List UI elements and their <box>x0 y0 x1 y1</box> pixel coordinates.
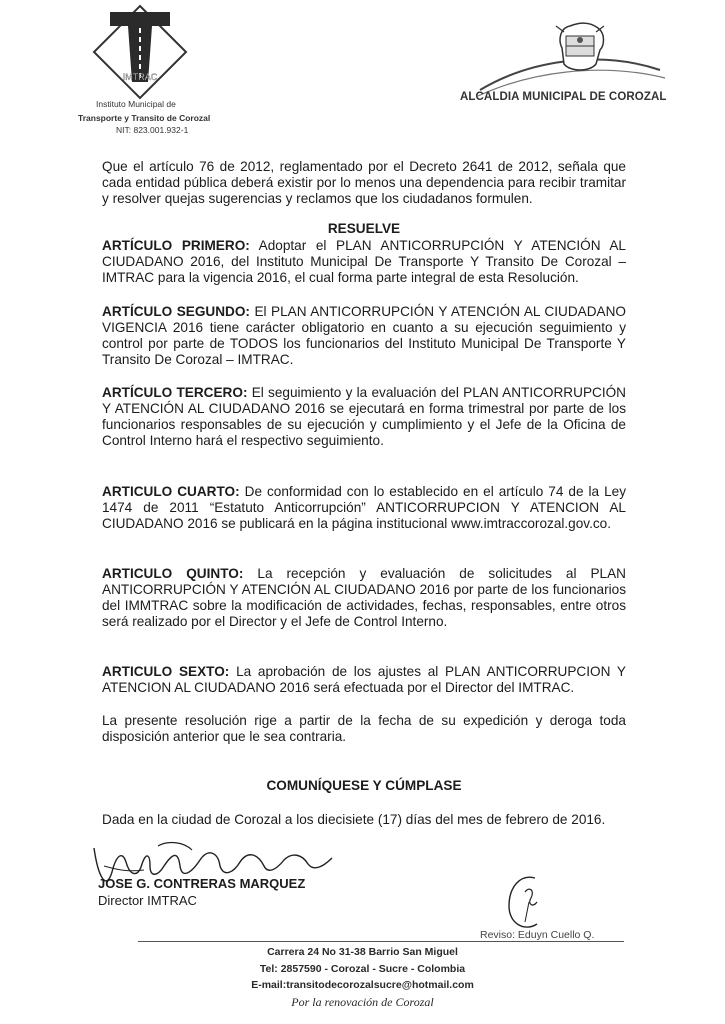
article-title: ARTÍCULO SEGUNDO: <box>102 304 250 319</box>
comuniquese-heading: COMUNÍQUESE Y CÚMPLASE <box>266 778 462 793</box>
signer-role: Director IMTRAC <box>98 893 197 908</box>
footer-phone: Tel: 2857590 - Corozal - Sucre - Colombia <box>259 963 466 975</box>
article-title: ARTÍCULO TERCERO: <box>102 385 248 400</box>
article-text: Adoptar el PLAN ANTICORRUPCIÓN Y ATENCIÓN AL CIUDADANO 2016, del Instituto Municipal De Transporte Y Transito De Corozal – IMTRAC para la vigencia 2016, el cual forma parte integral de esta Resolución. <box>102 238 626 285</box>
resuelve-heading: RESUELVE <box>327 221 401 236</box>
imtrac-logo <box>92 4 188 100</box>
org-nit: NIT: 823.001.932-1 <box>116 125 189 135</box>
signer-name: JOSE G. CONTRERAS MARQUEZ <box>98 876 306 891</box>
article-sexto <box>102 664 626 696</box>
article-text: La recepción y evaluación de solicitudes al PLAN ANTICORRUPCIÓN Y ATENCIÓN AL CIUDADANO 2016 por parte de los funcionarios del IMMTRAC sobre la modificación de actividades, fechas, responsables, entre otros será realizado por el Director y el Jefe de Control Interno. <box>102 566 627 629</box>
article-title: ARTICULO CUARTO: <box>102 484 240 499</box>
article-text: De conformidad con lo establecido en el artículo 74 de la Ley 1474 de 2011 “Estatuto Anticorrupción” ANTICORRUPCION Y ATENCION AL CIUDADANO 2016 se publicará en la página institucional www.imtraccorozal.gov.co. <box>102 484 626 531</box>
article-tercero <box>102 385 626 449</box>
reviewer-note: Reviso: Eduyn Cuello Q. <box>480 929 595 941</box>
org-subtitle: Transporte y Transito de Corozal <box>78 113 211 123</box>
article-text: El seguimiento y la evaluación del PLAN ANTICORRUPCIÓN Y ATENCIÓN AL CIUDADANO 2016 se ejecutará en forma trimestral por parte de los funcionarios responsables de su ejecución y cumplimiento y el Jefe de la Oficina de Control Interno hará el respectivo seguimiento. <box>102 385 626 448</box>
article-title: ARTICULO SEXTO: <box>102 664 230 679</box>
footer-divider <box>138 941 624 942</box>
closing-paragraph: La presente resolución rige a partir de la fecha de su expedición y deroga toda disposición anterior que le sea contraria. <box>102 713 626 744</box>
date-paragraph: Dada en la ciudad de Corozal a los diecisiete (17) días del mes de febrero de 2016. <box>102 812 606 827</box>
article-text: El PLAN ANTICORRUPCIÓN Y ATENCIÓN AL CIUDADANO VIGENCIA 2016 tiene carácter obligatorio en cuanto a su ejecución seguimiento y control por parte de TODOS los funcionarios del Instituto Municipal De Transporte Y Transito De Corozal – IMTRAC. <box>102 304 627 367</box>
article-primero <box>102 238 626 286</box>
article-cuarto <box>102 484 626 532</box>
footer-email: E-mail:transitodecorozalsucre@hotmail.com <box>251 979 474 991</box>
footer-slogan: Por la renovación de Corozal <box>291 995 434 1009</box>
article-quinto <box>102 566 626 630</box>
article-segundo <box>102 304 626 368</box>
intro-paragraph: Que el artículo 76 de 2012, reglamentado por el Decreto 2641 de 2012, señala que cada entidad pública deberá existir por lo menos una dependencia para recibir tramitar y resolver quejas sugerencias y reclamos que los ciudadanos formulen. <box>102 159 626 206</box>
org-name: Instituto Municipal de <box>96 99 176 109</box>
article-title: ARTÍCULO PRIMERO: <box>102 238 250 253</box>
article-text: La aprobación de los ajustes al PLAN ANTICORRUPCION Y ATENCION AL CIUDADANO 2016 será efectuada por el Director del IMTRAC. <box>102 664 626 695</box>
alcaldia-name: ALCALDIA MUNICIPAL DE COROZAL <box>460 91 667 103</box>
logo-text: IMTRAC <box>122 72 158 82</box>
footer-address: Carrera 24 No 31-38 Barrio San Miguel <box>267 946 458 958</box>
article-title: ARTICULO QUINTO: <box>102 566 244 581</box>
